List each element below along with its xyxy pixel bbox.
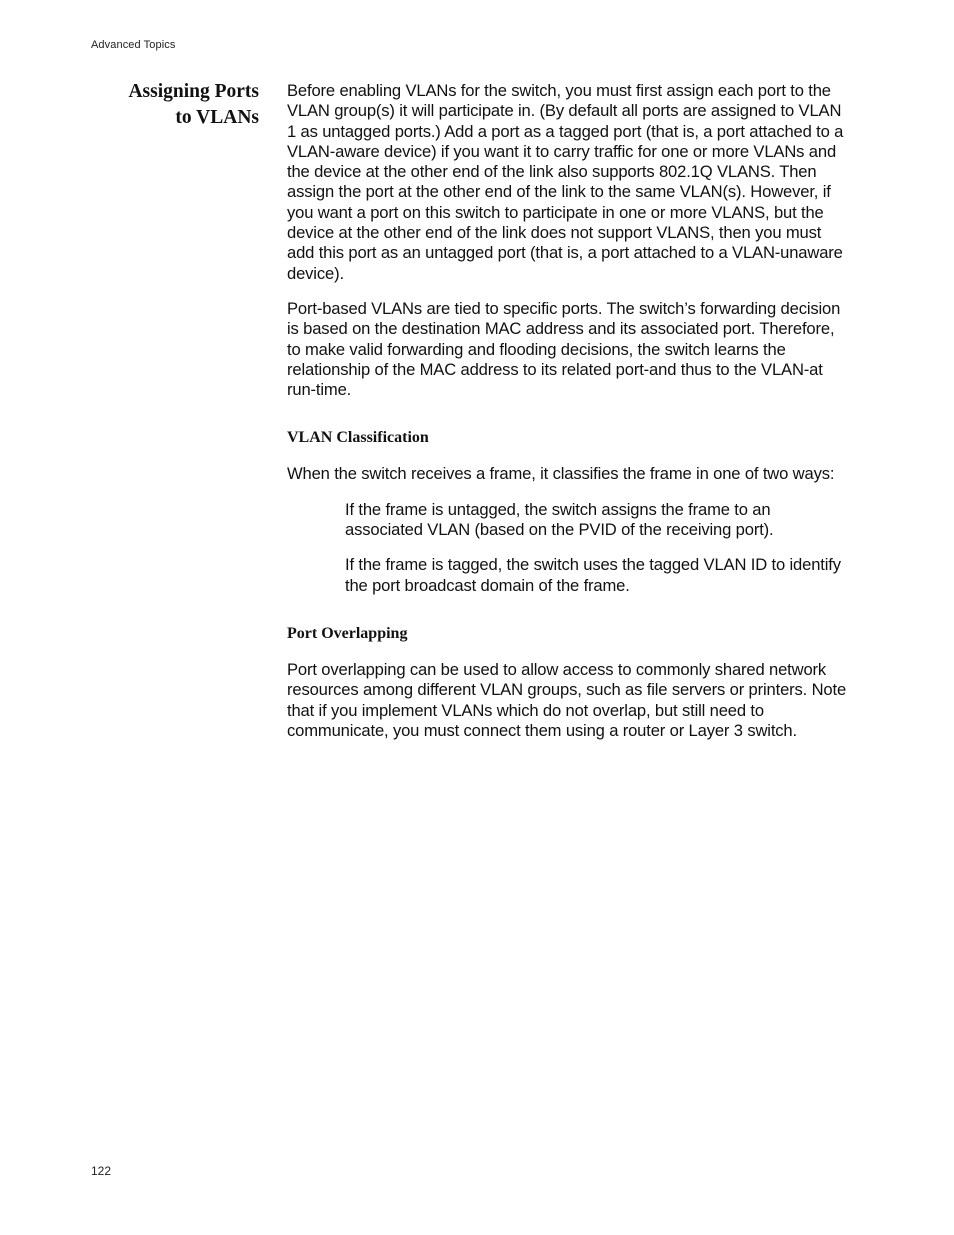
section-heading-line-1: Assigning Ports [128,81,259,102]
running-header: Advanced Topics [91,39,176,51]
classification-item-untagged: If the frame is untagged, the switch assigns the frame to an associated VLAN (based on the PVID of the receiving port). [345,499,774,540]
paragraph-port-overlapping: Port overlapping can be used to allow access to commonly shared network resources among different VLAN groups, such as file servers or printers. Note that if you implement VLANs which do not overlap, but still need to communicate, you must connect them using a router or Layer 3 switch. [287,659,847,740]
section-heading-line-2: to VLANs [175,107,259,128]
subheading-port-overlapping: Port Overlapping [287,624,408,642]
paragraph-port-based-vlans: Port-based VLANs are tied to specific ports. The switch’s forwarding decision is based on the destination MAC address and its associated port. Therefore, to make valid forwarding and flooding decisions, the switch learns the relationship of the MAC address to its related port-and thus to the VLAN-at run-time. [287,298,841,400]
paragraph-assigning-ports: Before enabling VLANs for the switch, you must first assign each port to the VLAN group(s) it will participate in. (By default all ports are assigned to VLAN 1 as untagged ports.) Add a port as a tagged port (that is, a port attached to a VLAN-aware device) if you want it to carry traffic for one or more VLANs and the device at the other end of the link also supports 802.1Q VLANS. Then assign the port at the other end of the link to the same VLAN(s). However, if you want a port on this switch to participate in one or more VLANS, but the device at the other end of the link does not support VLANS, then you must add this port as an untagged port (that is, a port attached to a VLAN-unaware device). [287,81,844,283]
page-number: 122 [91,1164,112,1178]
body-column [287,81,851,756]
subheading-vlan-classification: VLAN Classification [287,429,429,447]
paragraph-classification-intro: When the switch receives a frame, it classifies the frame in one of two ways: [287,464,835,484]
section-heading [60,79,259,131]
classification-item-tagged: If the frame is tagged, the switch uses the tagged VLAN ID to identify the port broadcast domain of the frame. [345,555,841,595]
